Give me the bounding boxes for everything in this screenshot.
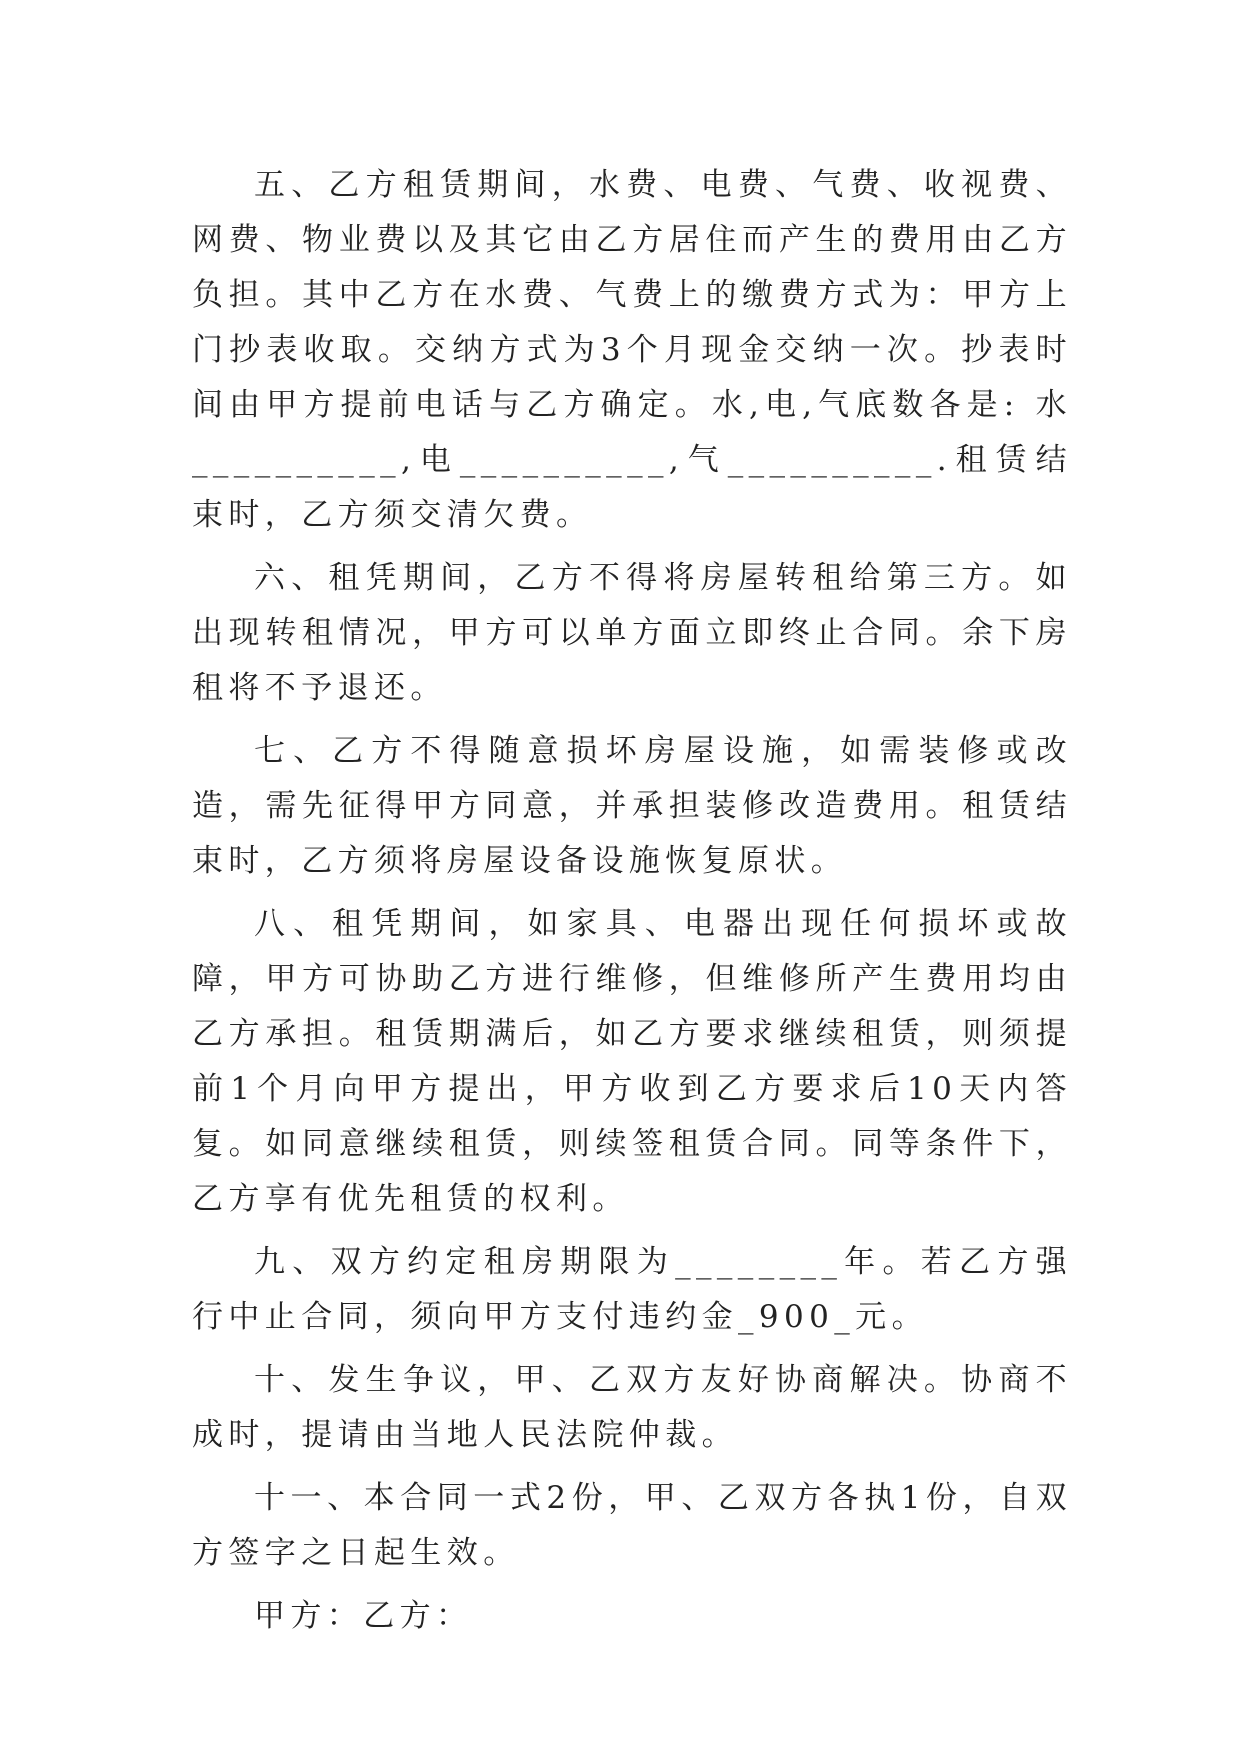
- clause-9-paragraph: 九、双方约定租房期限为________年。若乙方强行中止合同，须向甲方支付违约金_900_元。: [192, 1244, 1072, 1335]
- clause-8-paragraph: 八、租凭期间，如家具、电器出现任何损坏或故障，甲方可协助乙方进行维修，但维修所产生费用均由乙方承担。租赁期满后，如乙方要求继续租赁，则须提前1个月向甲方提出，甲方收到乙方要求后10天内答复。如同意继续租赁，则续签租赁合同。同等条件下，乙方享有优先租赁的权利。: [192, 906, 1072, 1217]
- clause-5-paragraph: 五、乙方租赁期间，水费、电费、气费、收视费、网费、物业费以及其它由乙方居住而产生的费用由乙方负担。其中乙方在水费、气费上的缴费方式为：甲方上门抄表收取。交纳方式为3个月现金交纳一次。抄表时间由甲方提前电话与乙方确定。水,电,气底数各是: 水__________,电__________,气__________.租赁结束时，乙方须交清欠费。: [192, 167, 1072, 533]
- clause-6-paragraph: 六、租凭期间，乙方不得将房屋转租给第三方。如出现转租情况，甲方可以单方面立即终止合同。余下房租将不予退还。: [192, 560, 1072, 706]
- document-body: [192, 158, 1072, 1644]
- signature-line: 甲方：乙方：: [254, 1598, 473, 1634]
- clause-11-paragraph: 十一、本合同一式2份，甲、乙双方各执1份，自双方签字之日起生效。: [192, 1480, 1072, 1571]
- clause-7-paragraph: 七、乙方不得随意损坏房屋设施，如需装修或改造，需先征得甲方同意，并承担装修改造费用。租赁结束时，乙方须将房屋设备设施恢复原状。: [192, 733, 1072, 879]
- clause-10-paragraph: 十、发生争议，甲、乙双方友好协商解决。协商不成时，提请由当地人民法院仲裁。: [192, 1362, 1072, 1453]
